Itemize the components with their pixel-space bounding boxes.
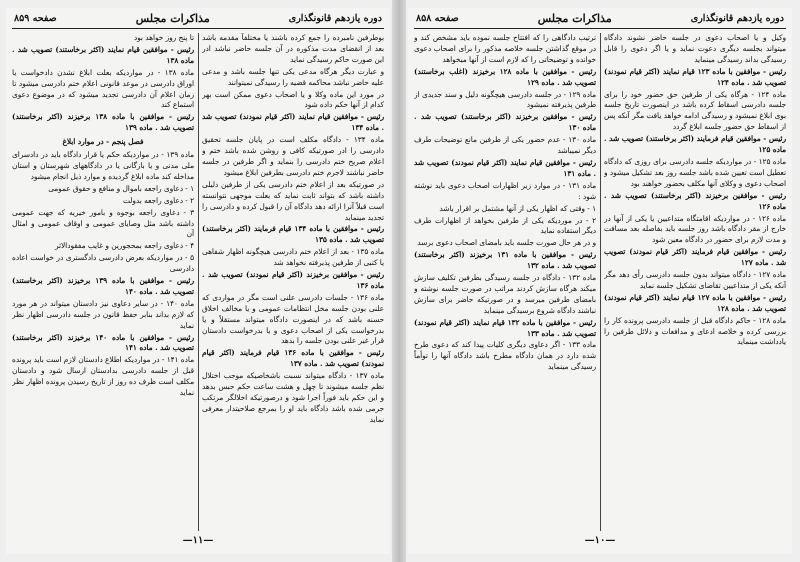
paragraph: ۱ - وقتی که اظهار یکی از آنها مشتمل بر اقرار باشد xyxy=(439,203,596,213)
paragraph: ۲ - دعاوی راجعه بدولت xyxy=(123,195,194,205)
paragraph: ماده ۱۲۹ - در جلسه دادرسی هیچگونه دلیل و سند جدیدی از طرفین پذیرفته نمیشود xyxy=(414,89,596,110)
paragraph: ۵ - در مواردیکه بعرض دادرسی دادگستری در خواست اعاده دادرسی xyxy=(12,253,194,274)
vote-line: رئیس - موافقین قیام فرمایند (اکثر قیام نمودند) تصویب شد . ماده ۱۲۷ xyxy=(604,247,786,268)
page-footer: —۱۱— xyxy=(182,535,214,546)
page-right xyxy=(408,8,792,554)
vote-line: رئیس - موافقین با ماده ۱۲۷ قیام نمایند (اکثر قیام نمودند) تصویب شد . ماده ۱۲۸ xyxy=(604,292,786,313)
vote-line: رئیس - موافقین با ماده ۱۳۸ برخیزند (اکثر برخاستند) تصویب شد . ماده ۱۳۹ xyxy=(12,112,194,133)
page-left xyxy=(6,8,390,554)
vote-line: رئیس - موافقین با ماده ۱۳۶ قیام فرمایند (اکثر قیام نمودند) تصویب شد . ماده ۱۳۷ xyxy=(202,348,384,369)
page-footer: —۱۰— xyxy=(584,535,616,546)
vote-line: رئیس - موافقین قیام فرمایند (اکثر برخاستند) تصویب شد . ماده ۱۲۵ xyxy=(604,134,786,155)
paragraph: ماده ۱۲۴ - هرگاه یکی از طرفین حق حضور خود را برای جلسه دادرسی اسقاط کرده باشد در اینصورت تاریخ جلسه بوی ابلاغ نمیشود و رسیدگی ادامه خواهد یافت مگر آنکه پس از اسقاط حق حضور جلسه ابلاغ گردد xyxy=(604,89,786,132)
paragraph: ماده ۱۳۹ - در مواردیکه حکم یا قرار دادگاه باید در دادسرای ملی مدنی و یا بازگانی یا در دادگاههای شهرستان و استان مداخله کند ماده ابلاغ گردیده و موارد ذیل انجام میشود xyxy=(12,150,194,181)
vote-line: رئیس - موافقین با ماده ۱۴۰ برخیزند (اکثر برخاستند) تصویب شد . ماده ۱۴۱ xyxy=(12,332,194,353)
vote-line: رئیس - موافقین با ماده ۱۳۱ برخیزند (اکثر برخاستند) تصویب شد . ماده ۱۳۲ xyxy=(414,250,596,271)
vote-line: رئیس - موافقین با ماده ۱۲۳ قیام نمایند (اکثر قیام نمودند) تصویب شد . ماده ۱۲۴ xyxy=(604,66,786,87)
paragraph: ماده ۱۴۰ - در سایر دعاوی نیز دادستان میتواند در هر مورد که لازم بداند بنابر حفظ قانون در جلسه دادرسی اظهار نظر نماید xyxy=(12,298,194,330)
vote-line: رئیس - موافقین برخیزند (اکثر قیام نمودند) تصویب شد . ماده ۱۳۶ xyxy=(202,270,384,290)
column-divider xyxy=(600,33,601,531)
vote-line: رئیس - موافقین با ماده ۱۳۴ قیام فرمایند (اکثر برخاستند) تصویب شد . ماده ۱۳۵ xyxy=(202,224,384,245)
paragraph: ماده ۱۳۵ - بعد از اعلام ختم دادرسی هیچگونه اظهار شفاهی یا کتبی از طرفین پذیرفته نخواهد شد xyxy=(202,247,384,268)
vote-line: رئیس - موافقین با ماده ۱۲۸ برخیزند (اغلب برخاستند) تصویب شد . ماده ۱۲۹ xyxy=(414,66,596,87)
text-column-left xyxy=(12,33,194,531)
header-title: مذاکرات مجلس xyxy=(135,11,210,25)
paragraph: و عبارت دیگر هرگاه مدعی یکی تنها جلسه باشد و مدعی علیه حاضر نباشد محاکمه قضیه را رسیدگی نمیتوانند xyxy=(202,66,384,87)
paragraph: ماده ۱۲۶ - در مواردیکه اقامتگاه متداعیین یا یکی از آنها در خارج از مقر دادگاه باشد روز جلسه باید بفاصله بعد مسافت و مدت لازم برای حضور در دادگاه معین شود xyxy=(604,213,786,245)
paragraph: بوطرفین نامبرده را جمع کرده باشند یا مختلفاً مقدمه باشد بعد از انقضای مدت مذکوره در آن جلسه حاضر نباشد ادر این صورت حاکم رسیدگی نماید xyxy=(202,33,384,64)
vote-line: رئیس - موافقین قیام نمایند (اکثر قیام نمودند) تصویب شد . ماده ۱۳۱ xyxy=(414,157,596,178)
paragraph: ماده ۱۳۰ - عدم حضور یکی از طرفین مانع توضیحات طرف دیگر نمیباشد xyxy=(414,135,596,156)
paragraph: ماده ۱۲۷ - دادگاه میتواند بدون جلسه دادرسی رأی دهد مگر آنکه یکی از متداعیین تقاضای تشکیل جلسه نماید xyxy=(604,270,786,290)
paragraph: ماده ۱۲۸ - حاکم دادگاه قبل از جلسه دادرسی پرونده کار را بررسی کرده و خلاصه ادعای و مدافعات و دلائل طرفین را یادداشت مینماید xyxy=(604,315,786,347)
text-column-right xyxy=(604,33,786,531)
column-divider xyxy=(198,33,199,531)
paragraph: تا پنج روز خواهد بود xyxy=(133,33,194,42)
paragraph: و در هر حال صورت جلسه باید بامضای اصحاب دعوی برسد xyxy=(417,238,596,248)
paragraph: در مورد این ماده وکلا و یا اصحاب دعوی ممکن است بهر کدام از آنها حکم داده شود xyxy=(202,89,384,110)
paragraph: ماده ۱۳۴ - دادگاه مکلف است در پایان جلسه تحقیق دادرسی را ادر صورتیکه کافی و روشن شده باشد ختم و اعلام صریح ختم دادرسی را بنماید و اگر طرفین در جلسه حاضر نباشند لاجرم ختم دادرسی بطرفین ابلاغ میشود xyxy=(202,135,384,177)
paragraph: ۲ - در موردیکه یکی از طرفین بخواهد از اظهارات طرف دیگر استفاده نماید xyxy=(414,215,596,236)
vote-line: رئیس - موافقین قیام نمایند (اکثر قیام نمودند) تصویب شد . ماده ۱۳۴ xyxy=(202,112,384,133)
header-page-number: صفحه ۸۵۸ xyxy=(416,12,459,24)
vote-line: رئیس - موافقین با ماده ۱۳۲ قیام نمایند (اکثر قیام نمودند) تصویب شد . ماده ۱۳۳ xyxy=(414,317,596,338)
vote-line: رئیس - موافقین برخیزند (اکثر برخاستند) تصویب شد . ماده ۱۳۰ xyxy=(414,112,596,133)
vote-line: رئیس - موافقین قیام نمایند (اکثر برخاستند) تصویب شد . ماده ۱۳۸ xyxy=(12,44,194,65)
paragraph: ۱ - دعاوی راجعه باموال و منافع و حقوق عمومی xyxy=(48,183,194,193)
paragraph: ماده ۱۳۸ - در مواردیکه بعلت ابلاغ نشدن دادخواست یا اوراق دادرسی در موعد قانونی اعلام ختم دادرسی میشود تا زمان اعلام آن دادرسی تجدید میشود که در موضوع دعوی استماع کند xyxy=(12,67,194,110)
header-session: دوره یازدهم قانونگذاری xyxy=(690,12,784,24)
paragraph: ماده ۱۳۶ - جلسات دادرسی علنی است مگر در مواردی که علنی بودن جلسه مخل انتظامات عمومی و یا مخالف اخلاق حسنه باشد که در اینصورت دادگاه میتواند مستقلاً و یا بدرخواست یکی از اصحاب دعوی و یا بدرخواست دادستان قرار غیر علنی بودن جلسه را بدهد xyxy=(202,292,384,346)
section-heading: فصل پنجم - در موارد ابلاغ xyxy=(62,137,144,147)
page-header xyxy=(12,8,384,29)
paragraph: ماده ۱۲۵ - در مواردیکه جلسه دادرسی برای روزی که دادگاه تعطیل است تعیین شده باشد جلسه روز بعد تشکیل میشود و اصحاب دعوی و وکلای آنها مکلف بحضور خواهند بود xyxy=(604,156,786,188)
paragraph: ماده ۱۳۳ - اگر دعاوی دیگری کلیات پیدا کند که دعوی طرح شده دارد در همان دادگاه مطرح باشد دادگاه آنها را توأماً رسیدگی مینماید xyxy=(414,340,596,372)
paragraph: ماده ۱۳۱ - در موارد زیر اظهارات اصحاب دعوی باید نوشته شود : xyxy=(414,180,596,201)
text-columns xyxy=(414,33,786,531)
header-session: دوره یازدهم قانونگذاری xyxy=(288,12,382,24)
paragraph: وکیل و یا اصحاب دعوی در جلسه حاضر نشوند دادگاه میتواند بجلسه دیگری دعوت نماید و یا اگر دعوی را قابل رسیدگی بداند رسیدگی مینماید xyxy=(604,33,786,64)
vote-line: رئیس - موافقین برخیزند (اکثر برخاستند) تصویب شد . ماده ۱۲۶ xyxy=(604,190,786,211)
book-gutter xyxy=(392,0,406,562)
vote-line: رئیس - موافقین با ماده ۱۳۹ برخیزند (اکثر برخاستند) تصویب شد . ماده ۱۴۰ xyxy=(12,276,194,296)
text-column-left xyxy=(414,33,596,531)
paragraph: ماده ۱۳۷ - دادگاه میتواند نسبت باشخاصیکه موجب اختلال نظم جلسه میشوند تا چهل و هشت ساعت حکم حبس بدهد و این حکم باید فوراً اجرا شود و درصورتیکه اخلالگر مرتکب جرمی شده باشد دادگاه باید او را بمرجع صلاحیتدار معرفی نماید xyxy=(202,371,384,424)
text-columns xyxy=(12,33,384,531)
paragraph: ترتیب دادگاهی را که افتتاح جلسه نموده باید مشخص کند و در موقع گذاشتن جلسه خلاصه مذکور را برای اصحاب دعوی خوانده و توضیحاتی را که لازم است از آنها میخواهد xyxy=(414,33,596,64)
paragraph: ۳ - دعاوی راجعه بوجوه و بامور خیریه که جهت عمومی داشته باشد مثل وصایای عمومی و اوقاف عمومی و امثال آن xyxy=(12,207,194,239)
paragraph: ماده ۱۳۲ - دادگاه در جلسه رسیدگی بطرفین تکلیف سازش میکند هرگاه سازش کردند مراتب در صورت جلسه نوشته و بامضای طرفین میرسد و در صورتیکه حاضر برای سازش نباشند دادگاه شروع برسیدگی مینماید xyxy=(414,273,596,315)
paragraph: ماده ۱۴۱ - در مواردیکه اطلاع دادستان لازم است باید پرونده قبل از جلسه دادرسی بدادستان ارسال شود و دادستان مکلف است ظرف ده روز از تاریخ رسیدن پرونده اظهار نظر نماید xyxy=(12,355,194,398)
paragraph: در صورتیکه بعد از اعلام ختم دادرسی یکی از طرفین دلیلی داشته باشد که بتواند ثابت نماید که بعلت موجهی نتوانسته است قبلاً آنرا ارائه دهد دادگاه آن را قبول کرده و دادرسی را تجدید مینماید xyxy=(202,179,384,222)
header-page-number: صفحه ۸۵۹ xyxy=(14,12,57,24)
text-column-right xyxy=(202,33,384,531)
page-header xyxy=(414,8,786,29)
paragraph: ۴ - دعاوی راجعه بمحجورین و غایب مفقودالاثر xyxy=(54,241,194,251)
header-title: مذاکرات مجلس xyxy=(537,11,612,25)
